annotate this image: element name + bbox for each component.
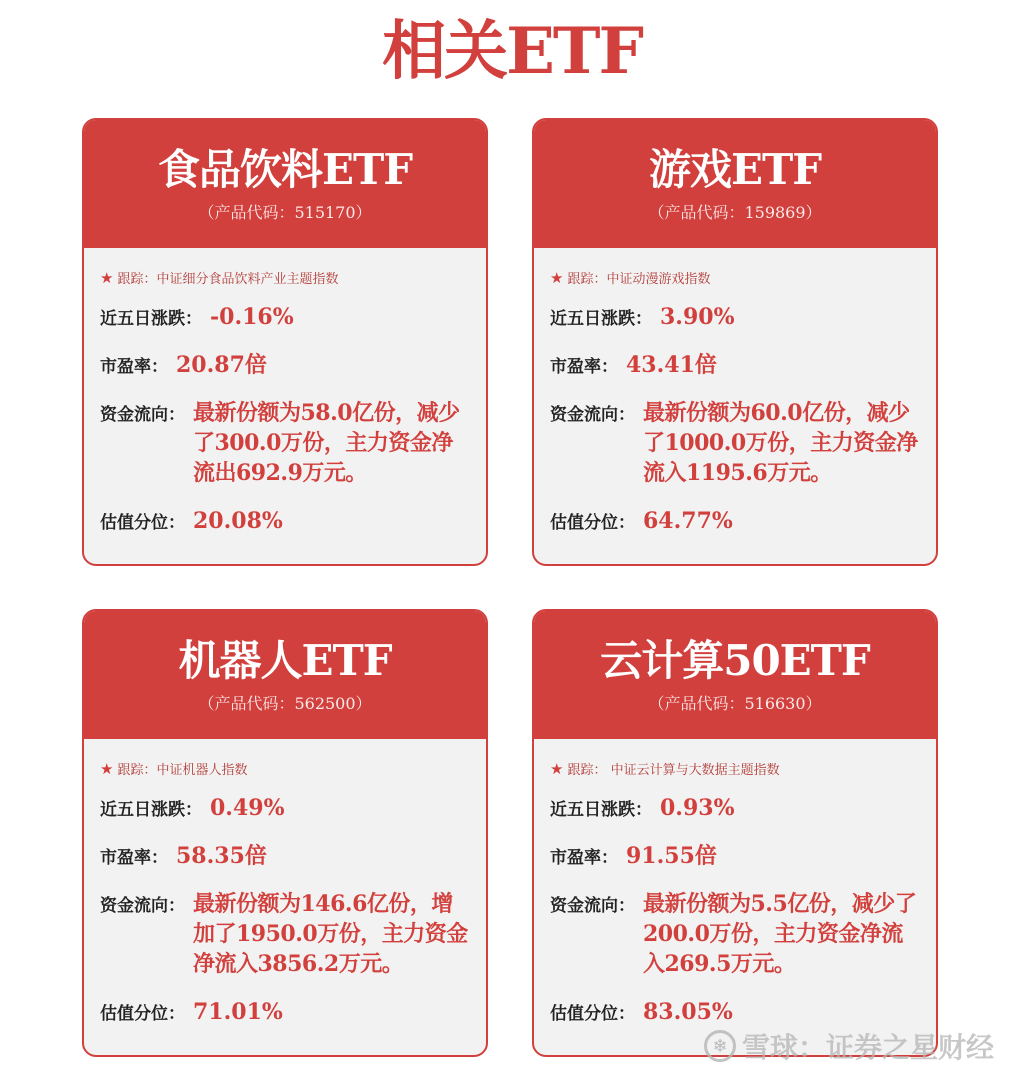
pe-value: 91.55倍 <box>626 843 717 869</box>
card-body <box>534 739 936 1027</box>
etf-card-robotics <box>82 609 488 1057</box>
change-row <box>100 302 470 332</box>
snowball-logo-icon: ❄ <box>704 1030 736 1062</box>
track-label: 跟踪： <box>117 272 157 287</box>
card-header <box>534 611 936 739</box>
card-body <box>84 739 486 1027</box>
valuation-value: 71.01% <box>193 999 283 1025</box>
valuation-row <box>100 997 470 1027</box>
pe-row <box>550 841 920 871</box>
product-code: （产品代码：516630） <box>648 694 822 713</box>
etf-card-cloud-computing <box>532 609 938 1057</box>
card-header <box>534 120 936 248</box>
track-row <box>550 755 920 783</box>
pe-value: 43.41倍 <box>626 352 717 378</box>
flow-label: 资金流向： <box>550 896 635 916</box>
flow-label: 资金流向： <box>550 405 635 425</box>
valuation-row <box>550 506 920 536</box>
valuation-label: 估值分位： <box>550 1004 635 1024</box>
card-header <box>84 611 486 739</box>
change-value: 3.90% <box>660 304 735 330</box>
valuation-row <box>550 997 920 1027</box>
card-header <box>84 120 486 248</box>
track-label: 跟踪： <box>567 763 607 778</box>
pe-label: 市盈率： <box>100 357 168 377</box>
flow-row <box>550 398 920 488</box>
product-code: （产品代码：159869） <box>648 203 822 222</box>
valuation-value: 20.08% <box>193 508 283 534</box>
track-row <box>100 755 470 783</box>
pe-row <box>100 841 470 871</box>
flow-row <box>550 889 920 979</box>
pe-value: 58.35倍 <box>176 843 267 869</box>
etf-card-gaming <box>532 118 938 566</box>
star-icon: ★ <box>550 760 564 778</box>
track-row <box>100 264 470 292</box>
change-value: 0.49% <box>210 795 285 821</box>
flow-label: 资金流向： <box>100 896 185 916</box>
flow-row <box>100 398 470 488</box>
etf-card-food-beverage <box>82 118 488 566</box>
product-code: （产品代码：515170） <box>198 203 372 222</box>
valuation-value: 64.77% <box>643 508 733 534</box>
valuation-label: 估值分位： <box>100 1004 185 1024</box>
valuation-label: 估值分位： <box>550 513 635 533</box>
card-body <box>84 248 486 536</box>
pe-row <box>550 350 920 380</box>
pe-row <box>100 350 470 380</box>
flow-value: 最新份额为60.0亿份，减少了1000.0万份，主力资金净流入1195.6万元。 <box>643 400 918 486</box>
star-icon: ★ <box>550 269 564 287</box>
change-row <box>100 793 470 823</box>
track-index: 中证机器人指数 <box>156 763 248 778</box>
track-row <box>550 264 920 292</box>
track-label: 跟踪： <box>567 272 607 287</box>
change-value: -0.16% <box>210 304 294 330</box>
pe-label: 市盈率： <box>550 357 618 377</box>
valuation-label: 估值分位： <box>100 513 185 533</box>
change-label: 近五日涨跌： <box>100 800 202 820</box>
pe-label: 市盈率： <box>550 848 618 868</box>
watermark <box>704 1026 994 1066</box>
change-label: 近五日涨跌： <box>100 309 202 329</box>
change-row <box>550 302 920 332</box>
star-icon: ★ <box>100 269 114 287</box>
valuation-row <box>100 506 470 536</box>
track-label: 跟踪： <box>117 763 157 778</box>
product-code: （产品代码：562500） <box>198 694 372 713</box>
card-title: 云计算50ETF <box>600 636 870 685</box>
card-title: 机器人ETF <box>178 636 392 685</box>
card-title: 食品饮料ETF <box>157 145 413 194</box>
track-index: 中证动漫游戏指数 <box>606 272 711 287</box>
pe-value: 20.87倍 <box>176 352 267 378</box>
flow-value: 最新份额为58.0亿份，减少了300.0万份，主力资金净流出692.9万元。 <box>193 400 460 486</box>
change-row <box>550 793 920 823</box>
star-icon: ★ <box>100 760 114 778</box>
change-label: 近五日涨跌： <box>550 800 652 820</box>
change-value: 0.93% <box>660 795 735 821</box>
watermark-text: 雪球：证券之星财经 <box>741 1031 994 1064</box>
pe-label: 市盈率： <box>100 848 168 868</box>
flow-value: 最新份额为5.5亿份，减少了200.0万份，主力资金净流入269.5万元。 <box>643 891 917 977</box>
card-title: 游戏ETF <box>648 145 822 194</box>
flow-value: 最新份额为146.6亿份，增加了1950.0万份，主力资金净流入3856.2万元。 <box>193 891 468 977</box>
flow-row <box>100 889 470 979</box>
change-label: 近五日涨跌： <box>550 309 652 329</box>
flow-label: 资金流向： <box>100 405 185 425</box>
card-body <box>534 248 936 536</box>
track-index: 中证云计算与大数据主题指数 <box>606 763 780 778</box>
valuation-value: 83.05% <box>643 999 733 1025</box>
page-title: 相关ETF <box>382 14 642 89</box>
track-index: 中证细分食品饮料产业主题指数 <box>156 272 339 287</box>
